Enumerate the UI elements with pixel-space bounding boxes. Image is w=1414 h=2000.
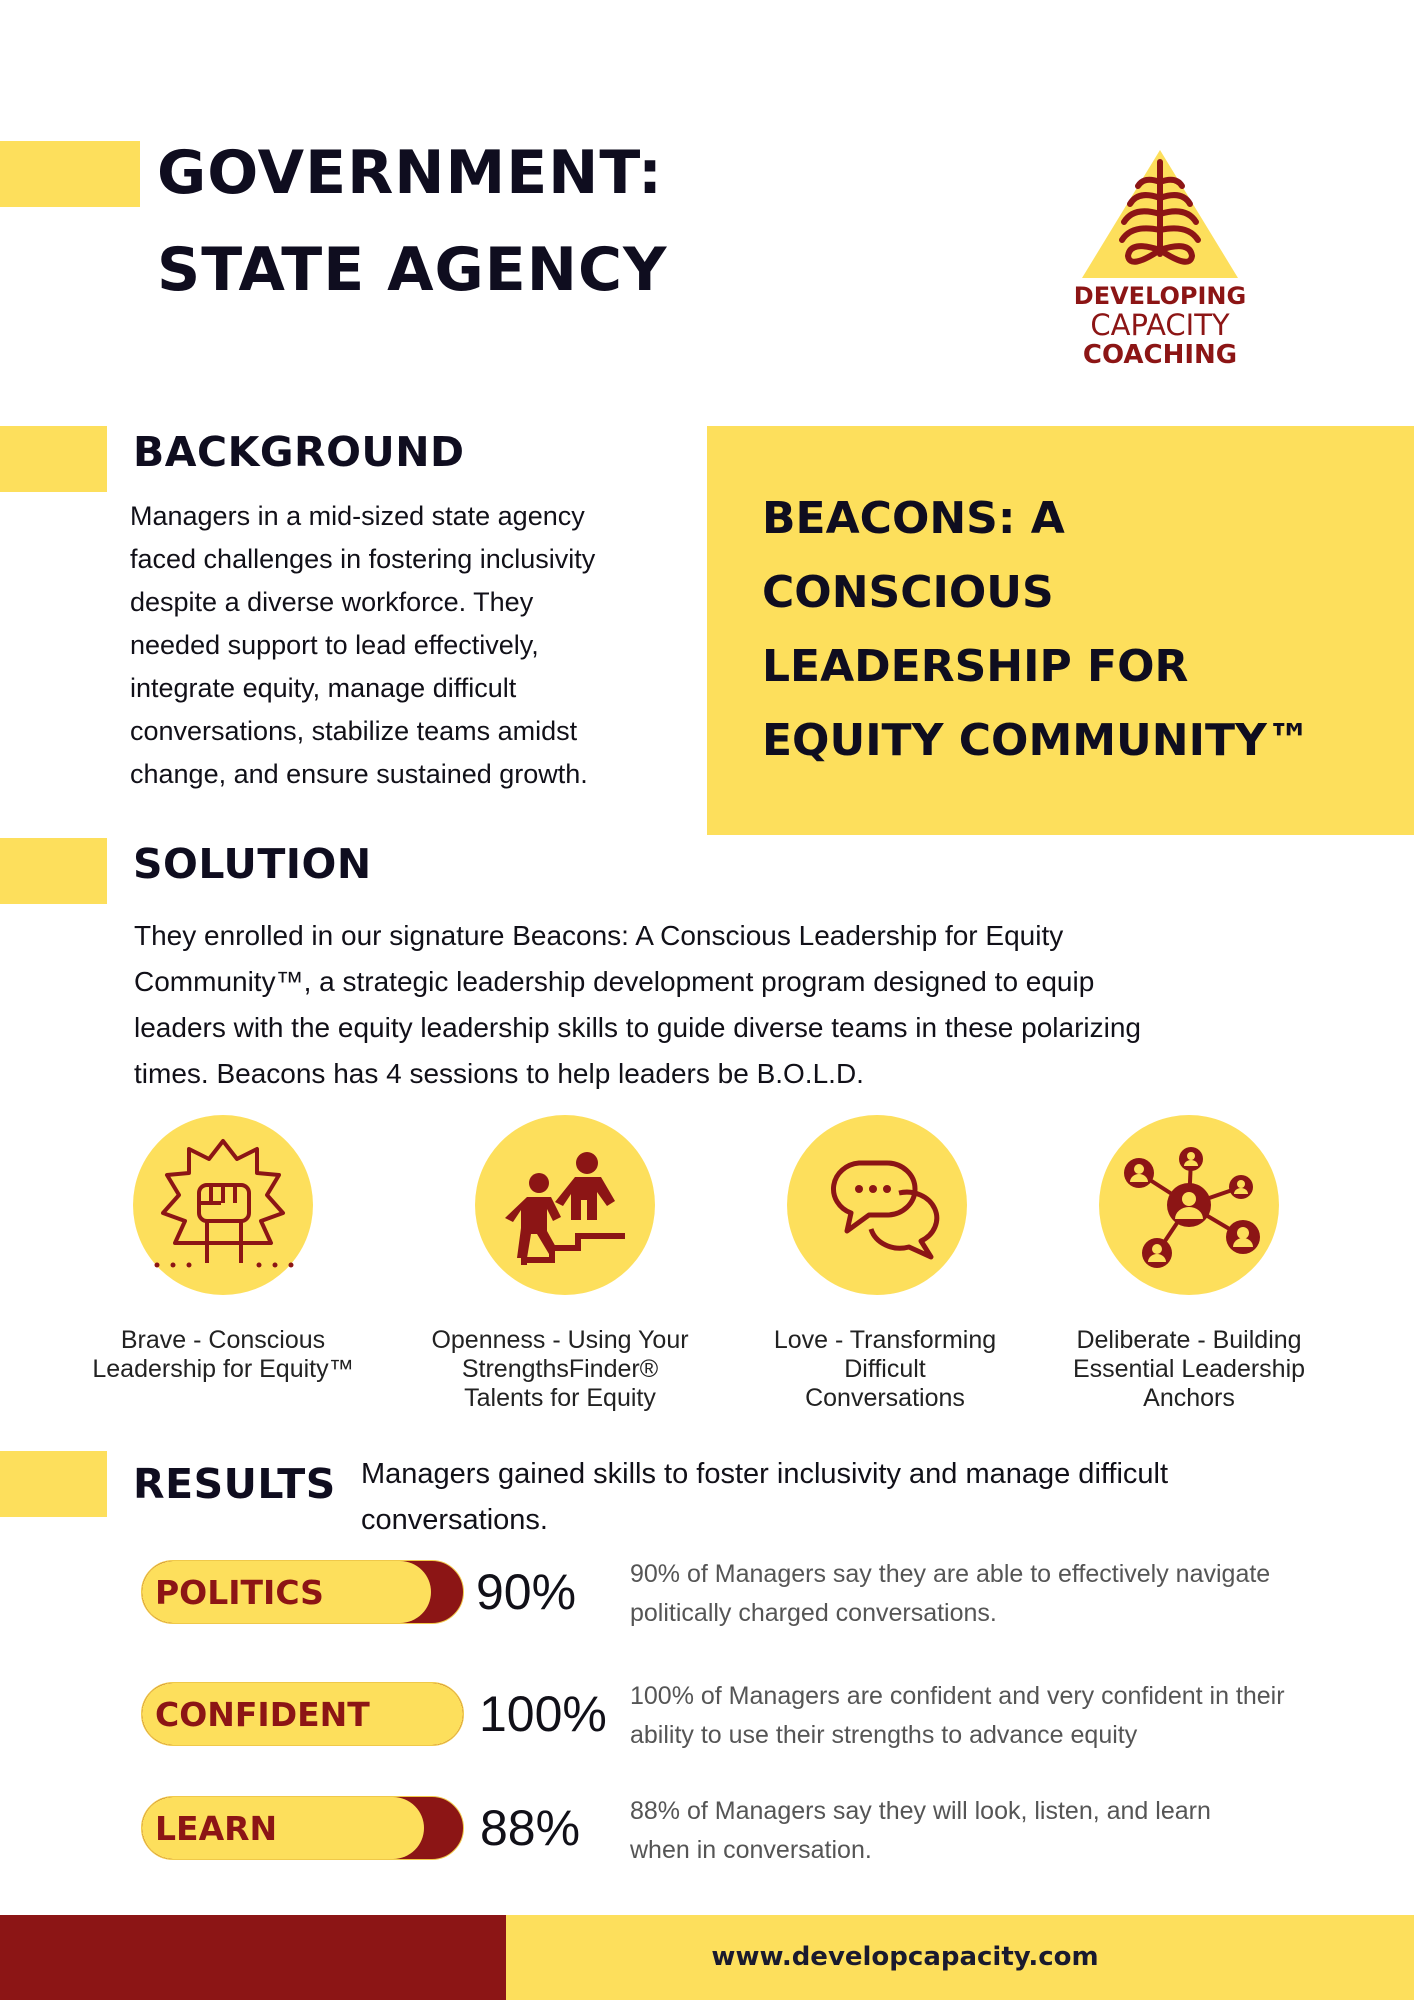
- program-title: [762, 482, 1311, 778]
- metric-description-line: 90% of Managers say they are able to effectively navigate: [630, 1560, 1271, 1588]
- metric-description-line: 88% of Managers say they will look, listen, and learn: [630, 1797, 1211, 1825]
- metric-description: [630, 1792, 1330, 1870]
- program-title-line: EQUITY COMMUNITY™: [762, 715, 1311, 766]
- program-callout-box: [707, 426, 1414, 835]
- network-people-icon: [1099, 1115, 1279, 1295]
- background-line: faced challenges in fostering inclusivity: [130, 544, 596, 574]
- metric-description-line: when in conversation.: [630, 1836, 872, 1864]
- metric-bar-politics: [141, 1560, 464, 1624]
- session-caption-line: Deliberate - Building: [1076, 1326, 1302, 1354]
- program-title-line: CONSCIOUS: [762, 567, 1054, 618]
- results-summary: [361, 1451, 1371, 1543]
- logo-text-line2: CAPACITY: [1090, 308, 1230, 342]
- background-accent-bar: [0, 426, 107, 492]
- background-text: [130, 495, 690, 796]
- metric-bar-confident: [141, 1682, 464, 1746]
- program-title-line: BEACONS: A: [762, 493, 1065, 544]
- solution-accent-bar: [0, 838, 107, 904]
- session-caption-line: Love - Transforming: [773, 1326, 997, 1354]
- background-line: conversations, stabilize teams amidst: [130, 716, 578, 746]
- logo: [1070, 146, 1250, 376]
- session-caption-line: Essential Leadership: [1072, 1355, 1306, 1383]
- session-caption-line: Talents for Equity: [464, 1384, 656, 1412]
- metric-value: 90%: [476, 1564, 577, 1620]
- metric-description-line: ability to use their strengths to advance equity: [630, 1721, 1138, 1749]
- session-circle-love: [787, 1115, 967, 1295]
- background-line: needed support to lead effectively,: [130, 630, 539, 660]
- session-caption-line: Anchors: [1143, 1384, 1235, 1412]
- solution-line: They enrolled in our signature Beacons: A Conscious Leadership for Equity: [134, 920, 1064, 951]
- metric-label: LEARN: [155, 1809, 278, 1848]
- metric-value: 100%: [479, 1686, 607, 1742]
- chat-bubbles-icon: [787, 1115, 967, 1295]
- solution-line: Community™, a strategic leadership development program designed to equip: [134, 966, 1095, 997]
- page-title-line1: GOVERNMENT:: [157, 138, 664, 208]
- metric-bar-learn: [141, 1796, 464, 1860]
- footer-maroon-block: [0, 1915, 506, 2000]
- results-summary-line: conversations.: [361, 1504, 548, 1536]
- background-line: change, and ensure sustained growth.: [130, 759, 588, 789]
- logo-text-line3: COACHING: [1082, 340, 1238, 370]
- metric-description: [630, 1677, 1330, 1755]
- page-title-line2: STATE AGENCY: [157, 235, 668, 305]
- metric-description-line: politically charged conversations.: [630, 1599, 997, 1627]
- session-caption-deliberate: [1039, 1326, 1339, 1413]
- session-caption-line: Conversations: [805, 1384, 965, 1412]
- solution-line: times. Beacons has 4 sessions to help leaders be B.O.L.D.: [134, 1058, 864, 1089]
- solution-heading: SOLUTION: [133, 840, 372, 888]
- header-accent-bar: [0, 141, 140, 207]
- session-caption-openness: [410, 1326, 710, 1413]
- metric-value: 88%: [480, 1800, 581, 1856]
- session-caption-brave: [73, 1326, 373, 1384]
- session-circle-brave: [133, 1115, 313, 1295]
- session-caption-line: Leadership for Equity™: [92, 1355, 354, 1383]
- session-caption-line: Difficult: [844, 1355, 926, 1383]
- session-caption-line: Brave - Conscious: [120, 1326, 326, 1354]
- session-circle-openness: [475, 1115, 655, 1295]
- background-line: Managers in a mid-sized state agency: [130, 501, 585, 531]
- metric-label: CONFIDENT: [155, 1695, 370, 1734]
- raised-fist-icon: [133, 1115, 313, 1295]
- program-title-line: LEADERSHIP FOR: [762, 641, 1189, 692]
- logo-tree-icon: [1070, 146, 1250, 286]
- results-heading: RESULTS: [133, 1460, 336, 1508]
- session-caption-line: Openness - Using Your: [431, 1326, 689, 1354]
- session-caption-love: [735, 1326, 1035, 1413]
- metric-label: POLITICS: [155, 1573, 324, 1612]
- solution-line: leaders with the equity leadership skills to guide diverse teams in these polarizing: [134, 1012, 1141, 1043]
- metric-description: [630, 1555, 1330, 1633]
- background-heading: BACKGROUND: [133, 428, 465, 476]
- results-accent-bar: [0, 1451, 107, 1517]
- climbing-stairs-icon: [475, 1115, 655, 1295]
- background-line: integrate equity, manage difficult: [130, 673, 517, 703]
- session-circle-deliberate: [1099, 1115, 1279, 1295]
- session-caption-line: StrengthsFinder®: [461, 1355, 659, 1383]
- metric-description-line: 100% of Managers are confident and very confident in their: [630, 1682, 1285, 1710]
- background-line: despite a diverse workforce. They: [130, 587, 534, 617]
- results-summary-line: Managers gained skills to foster inclusivity and manage difficult: [361, 1458, 1169, 1490]
- footer-website-link[interactable]: www.developcapacity.com: [711, 1942, 1099, 1972]
- logo-text-line1: DEVELOPING: [1073, 282, 1247, 310]
- solution-text: [134, 913, 1374, 1097]
